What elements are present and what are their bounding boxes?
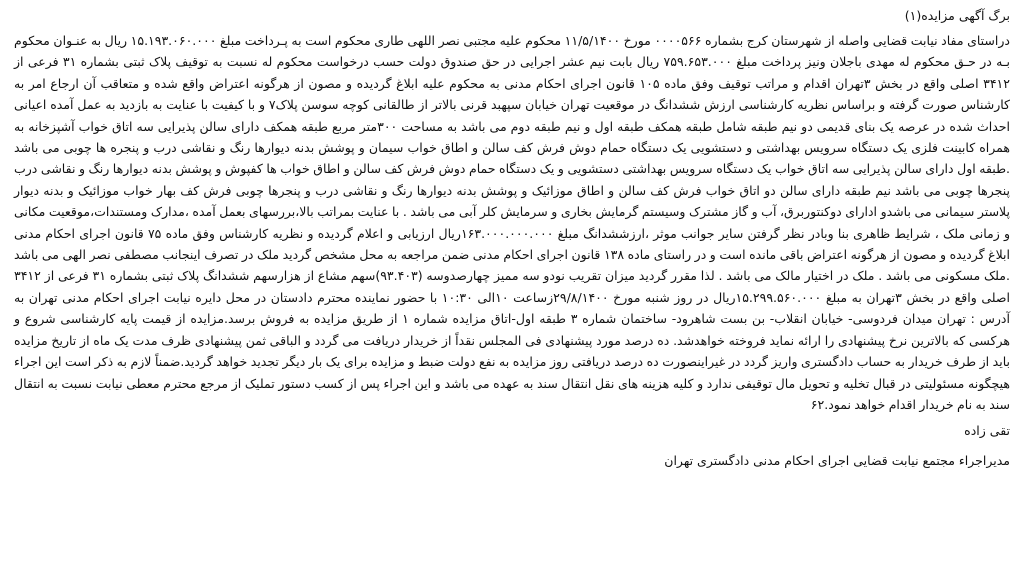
signer-organization: مدیراجراء مجتمع نیابت قضایی اجرای احکام مدنی دادگستری تهران (664, 453, 1010, 469)
notice-title: برگ آگهی مزایده(۱) (904, 8, 1010, 23)
signer-name: تقی زاده (964, 423, 1010, 439)
auction-notice-document (14, 6, 1010, 581)
notice-body: دراستای مفاد نیابت قضایی واصله از شهرستان کرج بشماره ۰۰۰۰۵۶۶ مورخ ۱۱/۵/۱۴۰۰ محکوم علیه مجتبی نصر اللهی طاری محکوم است به پـرداخت مبلغ ۱۵.۱۹۳.۰۶۰.۰۰۰ ریال به عنـوان محکوم بـه در حـق محکوم له مهدی باجلان ونیز پرداخت مبلغ ۷۵۹.۶۵۳.۰۰۰ ریال بابت نیم عشر اجرایی در حق صندوق دولت حسب درخواست محکوم له نسبت به توقیف پلاک ثبتی بشماره ۳۱ فرعی از ۳۴۱۲ اصلی واقع در بخش ۳تهران اقدام و مراتب توقیف وفق ماده ۱۰۵ قانون اجرای احکام مدنی به محکوم علیه ابلاغ گردیده و مصون از هرگونه اعتراض واقع شده و متعاقب آن ارجاع امر به کارشناس صورت گرفته و براساس نظریه کارشناسی ارزش ششدانگ در موقعیت تهران خیابان سپهبد قرنی بالاتر از طالقانی کوچه سوسن پلاک۷ و با کیفیت با عنایت به بازدید به عمل آمده اعیانی احداث شده در عرصه یک بنای قدیمی دو نیم طبقه شامل طبقه همکف طبقه اول و نیم طبقه دوم می باشد به مساحت ۳۰۰متر مربع طبقه همکف دارای سالن پذیرایی سه اتاق خواب آشپزخانه به همراه کابینت فلزی یک دستگاه سرویس بهداشتی و دستشویی یک دستگاه حمام دوش فرش کف سالن و اطاق خواب سیمان و پوشش بدنه دیوارها رنگ و نقاشی درب و پنجره ها چوبی می باشد .طبقه اول دارای سالن پذیرایی سه اتاق خواب یک دستگاه سرویس بهداشتی دستشویی و یک دستگاه حمام دوش فرش کف سالن و اطاق خواب ها کفپوش و پوشش بدنه دیوارها رنگ و نقاشی درب پنجرها چوبی می باشد نیم طبقه دارای سالن دو اتاق خواب فرش کف سالن و اطاق موزائیک و پوشش بدنه دیوارها رنگ و نقاشی درب و پنجرها چوبی فرش کف بهار خواب موزائیک و بدنه دیوار پلاستر سیمانی می باشدو ادارای دوکنتوربرق، آب و گاز مشترک وسیستم گرمایش بخاری و سرمایش کلر آبی می باشد . با عنایت بمراتب بالا،بررسهای بعمل آمده ،مدارک ومستندات،موقعیت مکانی و زمانی ملک ، شرایط ظاهری بنا وبادر نظر گرفتن سایر جوانب موثر ،ارزششدانگ مبلغ ۱۶۳.۰۰۰.۰۰۰.۰۰۰ریال ارزیابی و اعلام گردیده و نظریه کارشناس وفق ماده ۷۵ قانون اجرای احکام مدنی ابلاغ گردیده و مصون از هرگونه اعتراض باقی مانده است و در راستای ماده ۱۳۸ قانون اجرای احکام مدنی ضمن مراجعه به محل مشخص گردید ملک در تصرف اینجانب مصطفی نصر الهی می باشد .ملک مسکونی می باشد . ملک در اختیار مالک می باشد . لذا مقرر گردید میزان تقریب نودو سه ممیز چهارصدوسه (۹۳.۴۰۳)سهم مشاع از هزارسهم ششدانگ پلاک ثبتی بشماره ۳۱ فرعی از ۳۴۱۲ اصلی واقع در بخش ۳تهران به مبلغ ۱۵.۲۹۹.۵۶۰.۰۰۰ریال در روز شنبه مورخ ۲۹/۸/۱۴۰۰زساعت ۱۰الی ۱۰:۳۰ با حضور نماینده محترم دادستان در محل دایره نیابت اجرای احکام مدنی تهران به آدرس : تهران میدان فردوسی- خیابان انقلاب- بن بست شاهرود- ساختمان شماره ۳ طبقه اول-اتاق مزایده شماره ۱ از طریق مزایده به فروش برسد.مزایده از قیمت پایه کارشناسی شروع و هرکسی که بالاترین نرخ پیشنهادی را ارائه نماید فروخته خواهدشد. ده درصد مورد پیشنهادی فی المجلس نقداً از خریدار دریافت می گردد و الباقی ثمن پیشنهادی ظرف مدت یک ماه از تاریخ مزایده باید از طرف خریدار به حساب دادگستری واریز گردد در غیراینصورت ده درصد دریافتی روز مزایده به نفع دولت ضبط و مزایده برای یک بار دیگر تجدید خواهد گردید.ضمناً لازم به ذکر است این اجراء هیچگونه مسئولیتی در قبال تخلیه و تحویل مال توقیفی ندارد و کلیه هزینه های نقل انتقال سند به عهده می باشد و این اجراء پس از کسب دستور تملیک از مرجع محترم معطی نیابت نسبت به انتقال سند به نام خریدار اقدام خواهد نمود.۶۲ (14, 33, 1011, 412)
